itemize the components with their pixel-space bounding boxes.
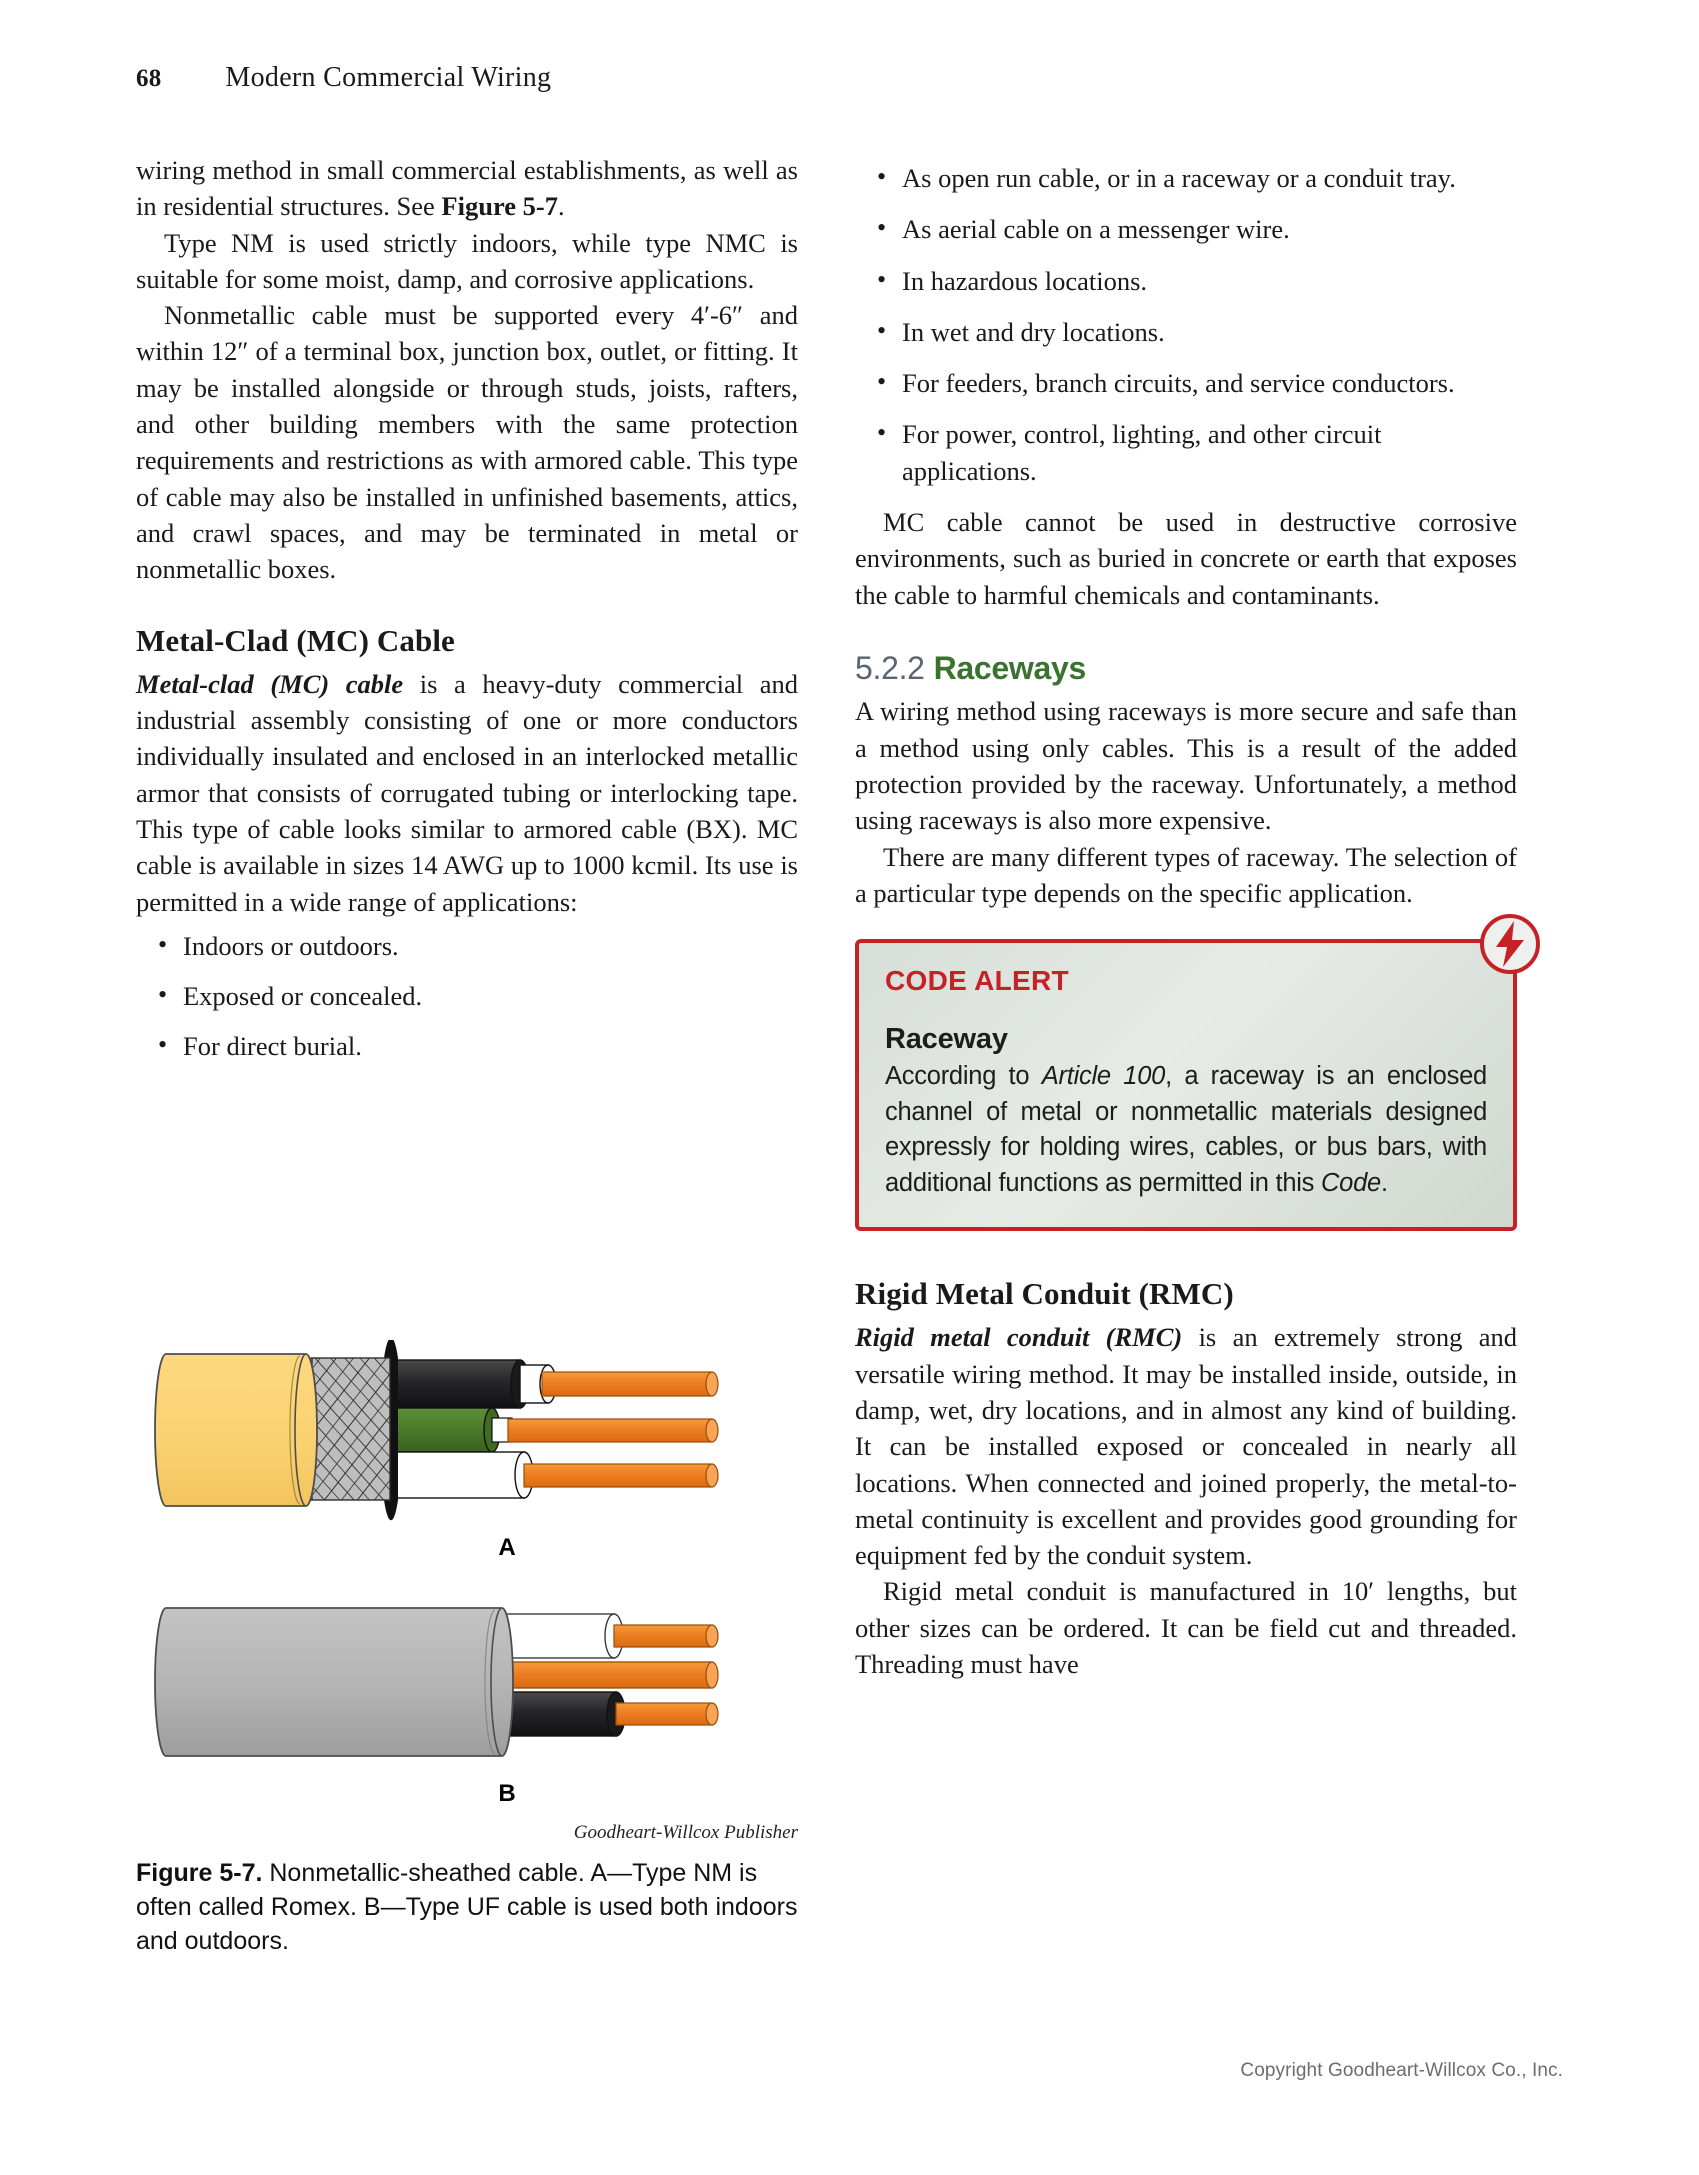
paragraph-type-nm: Type NM is used strictly indoors, while type NMC is suitable for some moist, damp, and corrosive applications. <box>136 227 798 294</box>
code-alert-code-ref: Code <box>1321 1168 1381 1197</box>
heading-metal-clad-cable: Metal-Clad (MC) Cable <box>136 622 455 658</box>
code-alert-body-part1: According to <box>885 1062 1042 1091</box>
list-item: • As open run cable, or in a raceway or a conduit tray. <box>855 160 1517 196</box>
paragraph-continuation: wiring method in small commercial establishments, as well as in residential structures. See Figure 5-7. <box>136 155 798 222</box>
uf-conductor-black <box>504 1692 718 1736</box>
lightning-bolt-icon <box>1479 913 1541 975</box>
figure-caption-text: Nonmetallic-sheathed cable. A—Type NM is often called Romex. B—Type UF cable is used both indoors and outdoors. <box>136 1859 798 1955</box>
code-alert-box <box>855 939 1517 1231</box>
paragraph-mc-definition-rest: is a heavy-duty commercial and industrial assembly consisting of one or more conductors individually insulated and enclosed in an interlocked metallic armor that consists of corrugated tubing or interlocking tape. This type of cable looks similar to armored cable (BX). MC cable is available in sizes 14 AWG up to 1000 kcmil. Its use is permitted in a wide range of applications: <box>136 668 799 917</box>
copyright-footer: Copyright Goodheart-Willcox Co., Inc. <box>1240 2060 1563 2081</box>
list-item: • For feeders, branch circuits, and service conductors. <box>855 365 1517 401</box>
code-alert-body-part3: . <box>1380 1168 1388 1197</box>
paragraph-rmc-definition <box>855 1319 1517 1573</box>
term-metal-clad-cable: Metal-clad (MC) cable <box>136 668 404 699</box>
figure-label-a: A <box>498 1534 516 1561</box>
figure-caption <box>136 1856 798 1958</box>
cable-diagram-type-uf <box>136 1596 798 1776</box>
conductor-green <box>384 1408 718 1452</box>
uf-conductor-white <box>504 1614 718 1658</box>
list-mc-uses <box>855 160 1517 489</box>
list-item: • As aerial cable on a messenger wire. <box>855 211 1517 247</box>
figure-credit: Goodheart-Willcox Publisher <box>573 1822 798 1843</box>
paragraph-rmc-manufactured: Rigid metal conduit is manufactured in 10′ lengths, but other sizes can be ordered. It can be field cut and threaded. Threading must have <box>855 1576 1517 1679</box>
uf-conductor-copper <box>504 1662 718 1688</box>
code-alert-article-ref: Article 100 <box>1041 1062 1166 1091</box>
paragraph-rmc-definition-rest: is an extremely strong and versatile wiring method. It may be installed inside, outside, in damp, wet, dry locations, and in almost any kind of building. It can be installed exposed or concealed in nearly all locations. When connected and joined properly, the metal-to-metal continuity is excellent and provides good grounding for equipment fed by the conduit system. <box>855 1322 1517 1571</box>
paragraph-raceway-1: A wiring method using raceways is more secure and safe than a method using only cables. This is a result of the added protection provided by the raceway. Unfortunately, a method using raceways is also more expensive. <box>855 696 1517 836</box>
list-mc-applications <box>136 928 798 1065</box>
code-alert-title: CODE ALERT <box>885 965 1069 997</box>
nm-outer-sheath <box>155 1354 317 1506</box>
heading-section-raceways <box>855 649 1517 687</box>
heading-rigid-metal-conduit: Rigid Metal Conduit (RMC) <box>855 1276 1234 1312</box>
paragraph-mc-definition <box>136 666 798 920</box>
list-item: • In wet and dry locations. <box>855 314 1517 350</box>
code-alert-body <box>885 1059 1487 1201</box>
cable-diagram-type-nm <box>136 1340 798 1530</box>
list-item: • For direct burial. <box>136 1028 798 1064</box>
page-number: 68 <box>136 65 162 92</box>
term-rigid-metal-conduit: Rigid metal conduit (RMC) <box>855 1322 1183 1353</box>
paragraph-mc-corrosive: MC cable cannot be used in destructive corrosive environments, such as buried in concrete or earth that exposes the cable to harmful chemicals and contaminants. <box>855 507 1517 610</box>
code-alert-subtitle: Raceway <box>885 1023 1008 1056</box>
section-title: Raceways <box>933 649 1086 686</box>
paragraph-raceway-2: There are many different types of raceway. The selection of a particular type depends on the specific application. <box>855 841 1517 908</box>
left-column <box>136 152 798 1079</box>
uf-outer-sheath <box>155 1608 513 1756</box>
list-item: • In hazardous locations. <box>855 263 1517 299</box>
list-item: • Indoors or outdoors. <box>136 928 798 964</box>
figure-label-b: B <box>498 1780 516 1807</box>
figure-caption-label: Figure 5-7. <box>136 1859 263 1887</box>
list-item: • For power, control, lighting, and other circuit applications. <box>855 416 1517 489</box>
book-title: Modern Commercial Wiring <box>225 62 552 93</box>
conductor-white <box>384 1452 718 1498</box>
conductor-black <box>384 1360 718 1408</box>
running-head <box>136 62 551 94</box>
code-alert-body-part2: , a raceway is an enclosed channel of metal or nonmetallic materials designed expressly for holding wires, cables, or bus bars, with additional functions as permitted in this <box>885 1062 1487 1197</box>
right-column <box>855 152 1517 1682</box>
paragraph-nonmetallic-support: Nonmetallic cable must be supported every 4′-6″ and within 12″ of a terminal box, junction box, outlet, or fitting. It may be installed alongside or through studs, joists, rafters, and other building members with the same protection requirements and restrictions as with armored cable. This type of cable may also be installed in unfinished basements, attics, and crawl spaces, and may be terminated in metal or nonmetallic boxes. <box>136 300 798 585</box>
figure-5-7 <box>136 1340 798 1958</box>
section-number: 5.2.2 <box>855 649 925 686</box>
list-item: • Exposed or concealed. <box>136 978 798 1014</box>
